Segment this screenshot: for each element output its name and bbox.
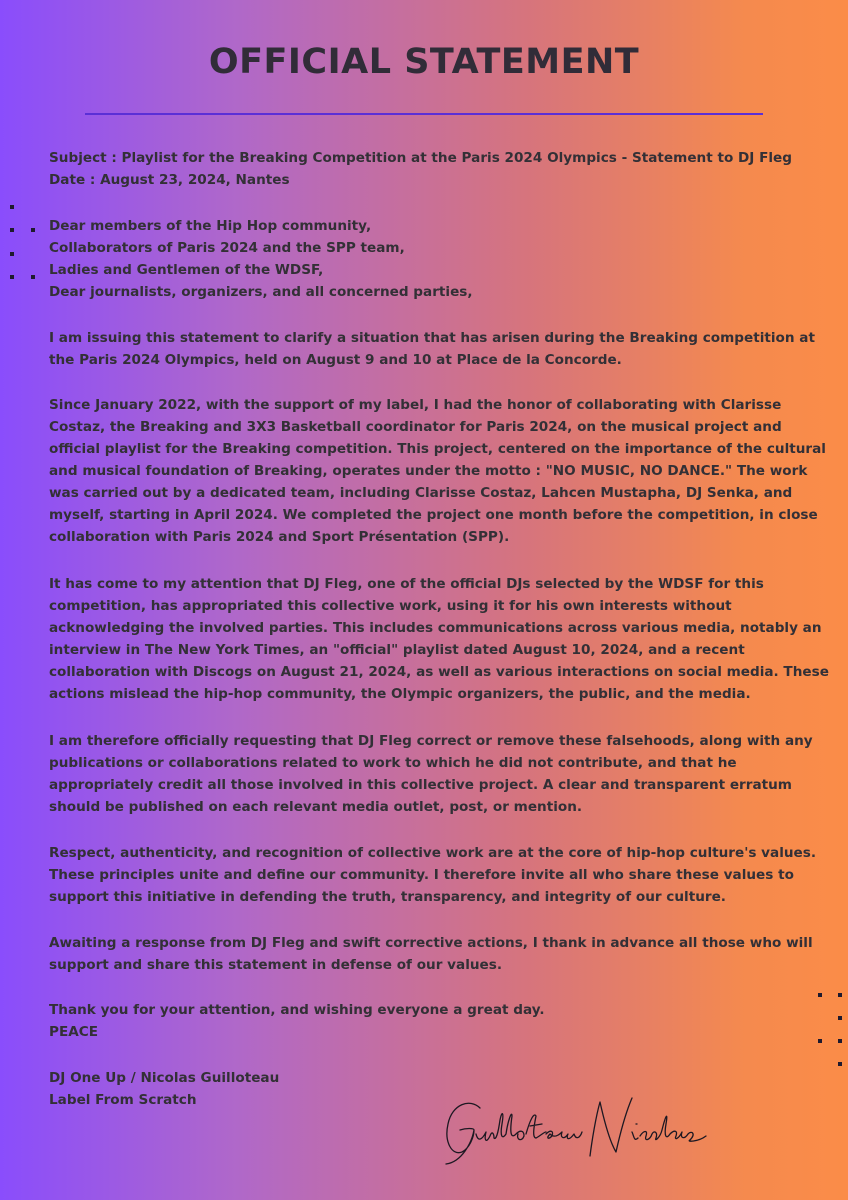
paragraph-line: collaboration with Paris 2024 and Sport Présentation (SPP). — [49, 529, 510, 545]
salutation-line: Dear members of the Hip Hop community, — [49, 218, 372, 234]
paragraph-line: Costaz, the Breaking and 3X3 Basketball coordinator for Paris 2024, on the musical project and — [49, 419, 782, 435]
paragraph-line: support and share this statement in defense of our values. — [49, 957, 503, 973]
date-line: Date : August 23, 2024, Nantes — [49, 172, 290, 188]
salutation-line: Ladies and Gentlemen of the WDSF, — [49, 262, 324, 278]
paragraph-line: collaboration with Discogs on August 21, 2024, as well as various interactions on social media. These — [49, 664, 829, 680]
page-title: OFFICIAL STATEMENT — [208, 42, 640, 82]
closing-block — [49, 999, 809, 1043]
paragraph-line: and musical foundation of Breaking, operates under the motto : "NO MUSIC, NO DANCE." The work — [49, 463, 808, 479]
paragraph-intro — [49, 327, 815, 371]
paragraph-line: was carried out by a dedicated team, including Clarisse Costaz, Lahcen Mustapha, DJ Senka, and — [49, 485, 793, 501]
paragraph-line: It has come to my attention that DJ Fleg, one of the official DJs selected by the WDSF for this — [49, 576, 764, 592]
paragraph-request — [49, 730, 813, 818]
closing-line: Thank you for your attention, and wishing everyone a great day. — [49, 1002, 545, 1018]
paragraph-line: acknowledging the involved parties. This includes communications across various media, notably an — [49, 620, 822, 636]
salutation-block — [49, 215, 809, 303]
statement-header — [49, 147, 809, 191]
salutation-line: Collaborators of Paris 2024 and the SPP team, — [49, 240, 405, 256]
paragraph-values — [49, 842, 817, 908]
paragraph-line: should be published on each relevant media outlet, post, or mention. — [49, 799, 583, 815]
paragraph-background — [49, 394, 826, 548]
author-label: Label From Scratch — [49, 1092, 197, 1108]
paragraph-line: I am therefore officially requesting that DJ Fleg correct or remove these falsehoods, along with any — [49, 733, 813, 749]
paragraph-line: interview in The New York Times, an "official" playlist dated August 10, 2024, and a recent — [49, 642, 745, 658]
subject-line: Subject : Playlist for the Breaking Competition at the Paris 2024 Olympics - Statement to DJ Fleg — [49, 150, 792, 166]
salutation-line: Dear journalists, organizers, and all concerned parties, — [49, 284, 473, 300]
paragraph-line: the Paris 2024 Olympics, held on August 9 and 10 at Place de la Concorde. — [49, 352, 622, 368]
paragraph-line: appropriately credit all those involved in this collective project. A clear and transparent erratum — [49, 777, 792, 793]
paragraph-line: support this initiative in defending the truth, transparency, and integrity of our culture. — [49, 889, 726, 905]
title-divider — [85, 113, 763, 115]
paragraph-line: official playlist for the Breaking competition. This project, centered on the importance of the cultural — [49, 441, 826, 457]
handwritten-signature — [440, 1090, 710, 1170]
paragraph-line: myself, starting in April 2024. We completed the project one month before the competition, in close — [49, 507, 818, 523]
paragraph-line: Respect, authenticity, and recognition of collective work are at the core of hip-hop culture's values. — [49, 845, 817, 861]
paragraph-line: Awaiting a response from DJ Fleg and swift corrective actions, I thank in advance all those who will — [49, 935, 813, 951]
paragraph-line: actions mislead the hip-hop community, the Olympic organizers, the public, and the media. — [49, 686, 751, 702]
paragraph-awaiting — [49, 932, 813, 976]
author-name: DJ One Up / Nicolas Guilloteau — [49, 1070, 280, 1086]
paragraph-line: Since January 2022, with the support of my label, I had the honor of collaborating with Clarisse — [49, 397, 782, 413]
paragraph-line: competition, has appropriated this collective work, using it for his own interests without — [49, 598, 732, 614]
paragraph-line: These principles unite and define our community. I therefore invite all who share these values to — [49, 867, 794, 883]
paragraph-line: I am issuing this statement to clarify a situation that has arisen during the Breaking competition at — [49, 330, 815, 346]
paragraph-issue — [49, 573, 829, 705]
paragraph-line: publications or collaborations related to work to which he did not contribute, and that he — [49, 755, 737, 771]
peace-line: PEACE — [49, 1024, 99, 1040]
